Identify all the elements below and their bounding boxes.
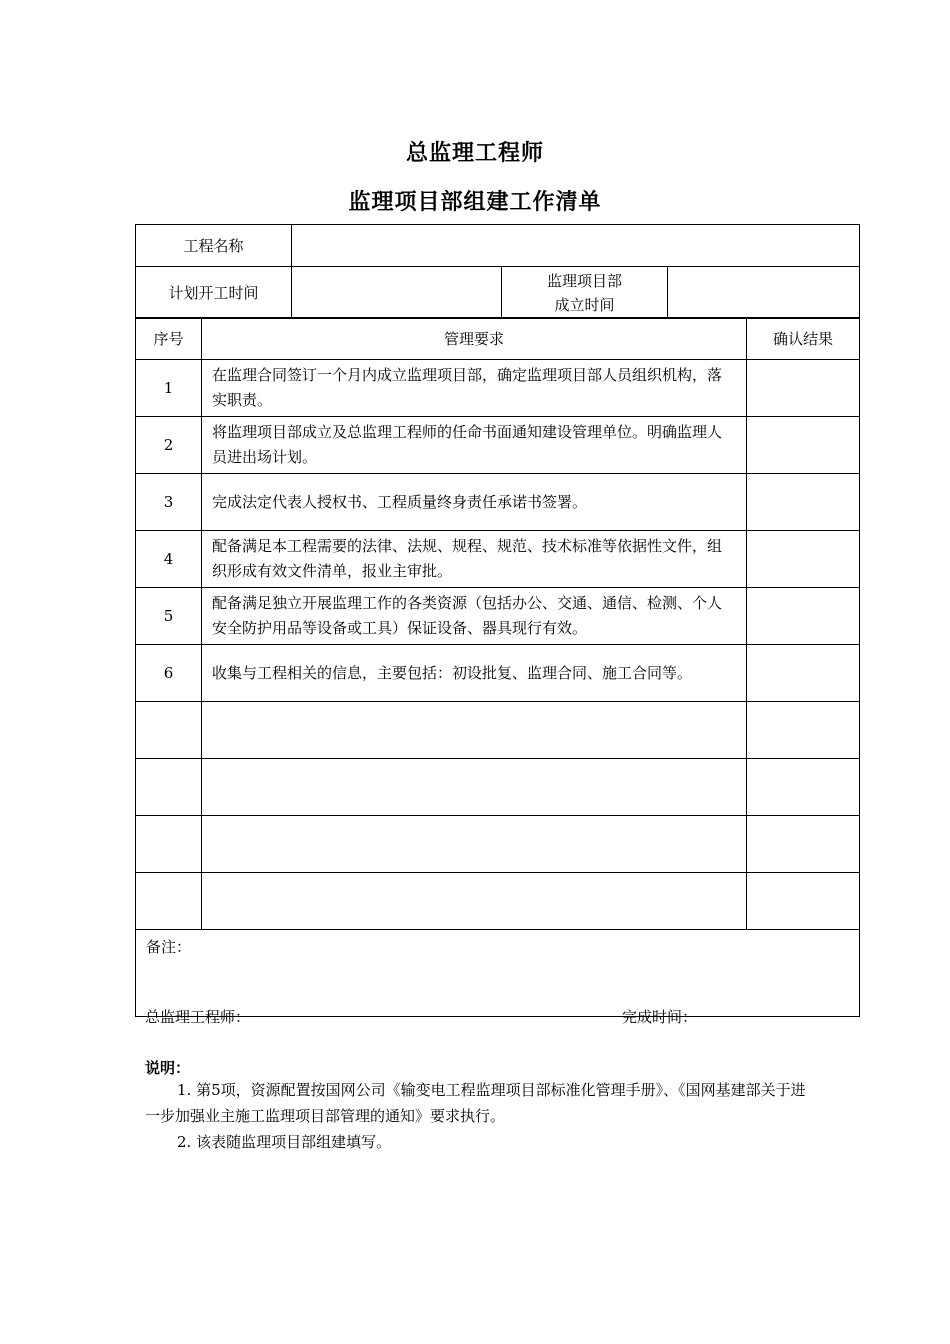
row-result[interactable] — [747, 588, 860, 645]
row-result[interactable] — [747, 474, 860, 531]
explanation-title: 说明： — [145, 1059, 191, 1077]
row-no — [136, 702, 202, 759]
table-row — [136, 588, 860, 645]
start-time-label: 计划开工时间 — [136, 267, 292, 319]
remark-row — [136, 930, 860, 1017]
table-row — [136, 759, 860, 816]
requirements-table — [135, 317, 860, 1017]
table-row — [136, 474, 860, 531]
column-header-result: 确认结果 — [747, 318, 860, 360]
row-no: 2 — [136, 417, 202, 474]
row-no — [136, 816, 202, 873]
project-name-label: 工程名称 — [136, 225, 292, 267]
row-requirement: 在监理合同签订一个月内成立监理项目部，确定监理项目部人员组织机构，落实职责。 — [202, 360, 747, 417]
row-result[interactable] — [747, 360, 860, 417]
row-requirement[interactable] — [202, 759, 747, 816]
column-header-no: 序号 — [136, 318, 202, 360]
explanation-item-2: 2. 该表随监理项目部组建填写。 — [177, 1133, 392, 1151]
table-row — [136, 645, 860, 702]
row-requirement[interactable] — [202, 702, 747, 759]
setup-time-value[interactable] — [668, 267, 860, 319]
row-result[interactable] — [747, 816, 860, 873]
document-subtitle: 监理项目部组建工作清单 — [348, 190, 602, 215]
row-requirement: 将监理项目部成立及总监理工程师的任命书面通知建设管理单位。明确监理人员进出场计划。 — [202, 417, 747, 474]
table-row — [136, 873, 860, 930]
row-no — [136, 873, 202, 930]
row-requirement: 配备满足独立开展监理工作的各类资源（包括办公、交通、通信、检测、个人安全防护用品等设备或工具）保证设备、器具现行有效。 — [202, 588, 747, 645]
column-header-requirement: 管理要求 — [202, 318, 747, 360]
row-result[interactable] — [747, 417, 860, 474]
row-requirement: 完成法定代表人授权书、工程质量终身责任承诺书签署。 — [202, 474, 747, 531]
row-result[interactable] — [747, 873, 860, 930]
row-no — [136, 759, 202, 816]
table-row — [136, 816, 860, 873]
table-row — [136, 531, 860, 588]
project-name-value[interactable] — [292, 225, 860, 267]
chief-engineer-signature-label: 总监理工程师： — [145, 1008, 251, 1026]
row-result[interactable] — [747, 759, 860, 816]
row-no: 4 — [136, 531, 202, 588]
row-no: 1 — [136, 360, 202, 417]
table-row — [136, 417, 860, 474]
row-requirement: 配备满足本工程需要的法律、法规、规程、规范、技术标准等依据性文件，组织形成有效文件清单，报业主审批。 — [202, 531, 747, 588]
row-no: 5 — [136, 588, 202, 645]
row-requirement[interactable] — [202, 873, 747, 930]
explanation-item-1: 1. 第5项，资源配置按国网公司《输变电工程监理项目部标准化管理手册》、《国网基建部关于进一步加强业主施工监理项目部管理的通知》要求执行。 — [145, 1081, 806, 1125]
setup-time-label — [502, 267, 668, 319]
row-result[interactable] — [747, 702, 860, 759]
row-no: 3 — [136, 474, 202, 531]
project-info-table — [135, 224, 860, 319]
table-row — [136, 360, 860, 417]
setup-time-label-line2: 成立时间 — [554, 295, 615, 314]
document-title: 总监理工程师 — [405, 141, 544, 166]
completion-time-label: 完成时间： — [622, 1008, 698, 1026]
row-requirement: 收集与工程相关的信息，主要包括：初设批复、监理合同、施工合同等。 — [202, 645, 747, 702]
row-result[interactable] — [747, 531, 860, 588]
table-row — [136, 702, 860, 759]
row-requirement[interactable] — [202, 816, 747, 873]
setup-time-label-line1: 监理项目部 — [546, 271, 622, 290]
table-header-row — [136, 318, 860, 360]
row-result[interactable] — [747, 645, 860, 702]
remark-cell[interactable]: 备注： — [136, 930, 860, 1017]
row-no: 6 — [136, 645, 202, 702]
start-time-value[interactable] — [292, 267, 502, 319]
